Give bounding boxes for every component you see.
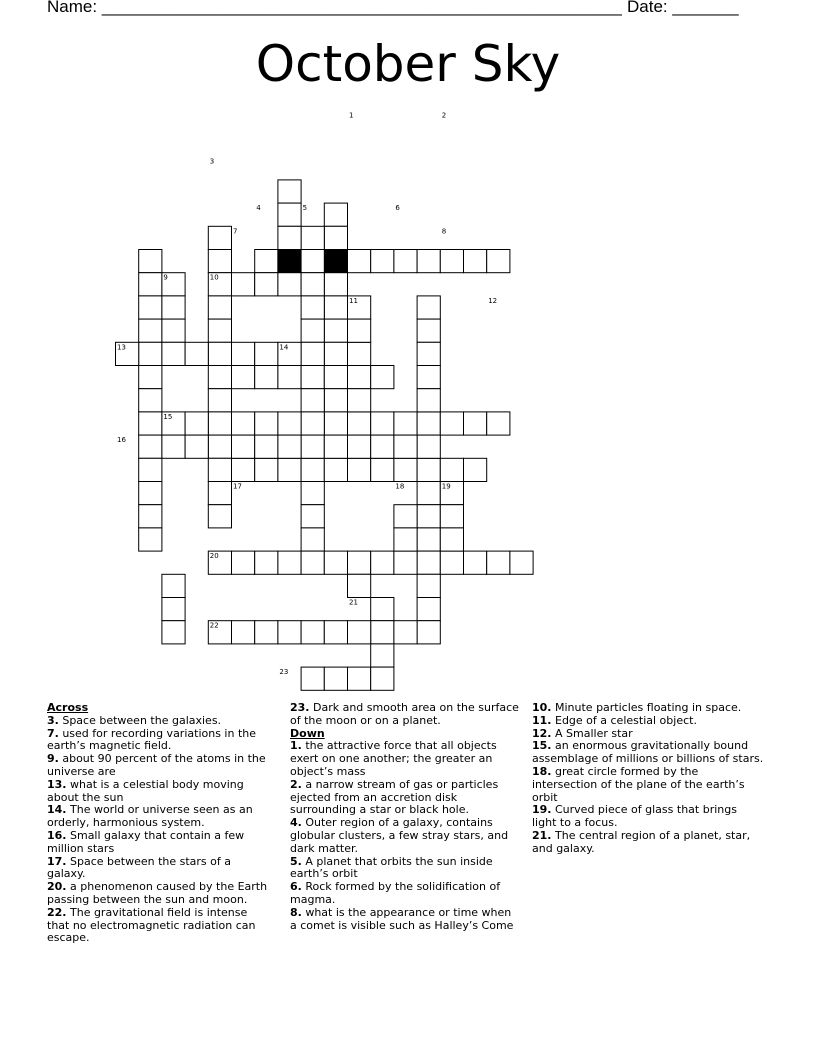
- grid-cell[interactable]: [185, 412, 208, 435]
- clue-text: what is the appearance or time when a comet is visible such as Halley’s Come: [290, 905, 514, 932]
- clue-text: Rock formed by the solidification of magma.: [290, 880, 501, 906]
- grid-cell[interactable]: [139, 273, 162, 296]
- cell-number: 23: [279, 668, 289, 677]
- grid-cell[interactable]: [139, 482, 162, 505]
- grid-cell[interactable]: [348, 551, 371, 574]
- grid-cell[interactable]: [208, 366, 231, 389]
- down-clue: [532, 766, 764, 804]
- grid-cell[interactable]: [301, 389, 324, 412]
- grid-cell[interactable]: [162, 319, 185, 342]
- cell-number: 14: [279, 343, 289, 352]
- grid-cell[interactable]: [301, 458, 324, 481]
- grid-cell[interactable]: [162, 598, 185, 621]
- grid-cell[interactable]: [139, 319, 162, 342]
- cell-number: 6: [395, 204, 400, 213]
- clue-number: 3.: [47, 713, 59, 727]
- grid-cell[interactable]: [487, 551, 510, 574]
- grid-cell[interactable]: [417, 342, 440, 365]
- down-clue: [290, 740, 520, 778]
- grid-cell[interactable]: [324, 273, 347, 296]
- clue-number: 18.: [532, 764, 552, 778]
- grid-cell[interactable]: [232, 342, 255, 365]
- grid-cell[interactable]: [208, 412, 231, 435]
- cell-number: 5: [302, 204, 308, 213]
- grid-cell[interactable]: [487, 250, 510, 273]
- grid-cell[interactable]: [348, 621, 371, 644]
- grid-cell[interactable]: [208, 505, 231, 528]
- grid-cell[interactable]: [139, 412, 162, 435]
- grid-cell[interactable]: [278, 273, 301, 296]
- grid-cell[interactable]: [464, 458, 487, 481]
- grid-cell[interactable]: [301, 319, 324, 342]
- across-clue: [47, 856, 269, 882]
- clue-text: an enormous gravitationally bound assemblage of millions or billions of stars.: [532, 739, 764, 766]
- clue-number: 13.: [47, 777, 67, 791]
- clue-number: 5.: [290, 854, 302, 868]
- clue-text: Curved piece of glass that brings light to a focus.: [532, 803, 737, 830]
- grid-cell[interactable]: [440, 528, 463, 551]
- clue-number: 1.: [290, 739, 302, 753]
- grid-cell[interactable]: [185, 342, 208, 365]
- grid-cell[interactable]: [301, 226, 324, 249]
- down-clue: [532, 804, 764, 830]
- down-clue: [290, 779, 520, 817]
- clue-text: The gravitational field is intense that no electromagnetic radiation can escape.: [47, 905, 256, 945]
- grid-cell[interactable]: [324, 412, 347, 435]
- grid-cell[interactable]: [162, 342, 185, 365]
- cell-number: 3: [209, 157, 215, 166]
- grid-cell[interactable]: [278, 412, 301, 435]
- grid-cell[interactable]: [417, 621, 440, 644]
- grid-cell[interactable]: [301, 505, 324, 528]
- down-clue: [290, 881, 520, 907]
- clue-number: 19.: [532, 803, 552, 817]
- clue-text: Minute particles floating in space.: [551, 701, 742, 714]
- clue-text: Small galaxy that contain a few million stars: [47, 828, 245, 855]
- clue-text: A Smaller star: [551, 726, 633, 740]
- across-clue: [47, 881, 269, 907]
- clue-number: 16.: [47, 828, 67, 842]
- across-clue: [47, 728, 269, 754]
- grid-cell[interactable]: [255, 551, 278, 574]
- grid-cell[interactable]: [278, 203, 301, 226]
- grid-cell[interactable]: [301, 621, 324, 644]
- name-line: _______________________________________________________: [101, 0, 622, 16]
- grid-cell[interactable]: [464, 412, 487, 435]
- grid-cell[interactable]: [255, 273, 278, 296]
- grid-cell[interactable]: [371, 598, 394, 621]
- grid-cell[interactable]: [394, 412, 417, 435]
- cell-number: 16: [117, 436, 126, 445]
- grid-cell[interactable]: [232, 458, 255, 481]
- grid-cell[interactable]: [417, 366, 440, 389]
- grid-cell[interactable]: [417, 435, 440, 458]
- grid-cell[interactable]: [301, 342, 324, 365]
- grid-cell[interactable]: [301, 528, 324, 551]
- grid-cell[interactable]: [510, 551, 533, 574]
- grid-cell[interactable]: [139, 505, 162, 528]
- grid-cell[interactable]: [464, 551, 487, 574]
- grid-cell[interactable]: [208, 342, 231, 365]
- grid-cell[interactable]: [348, 319, 371, 342]
- clue-text: used for recording variations in the earth’s magnetic field.: [47, 726, 257, 753]
- clue-number: 10.: [532, 701, 552, 714]
- grid-cell[interactable]: [139, 250, 162, 273]
- grid-cell[interactable]: [371, 250, 394, 273]
- grid-cell[interactable]: [255, 435, 278, 458]
- grid-cell[interactable]: [348, 435, 371, 458]
- grid-cell[interactable]: [417, 528, 440, 551]
- across-clue: [47, 779, 269, 805]
- grid-cell[interactable]: [208, 389, 231, 412]
- grid-cell[interactable]: [417, 458, 440, 481]
- down-clue: [532, 830, 764, 856]
- clue-text: a phenomenon caused by the Earth passing between the sun and moon.: [47, 880, 268, 906]
- grid-cell[interactable]: [348, 458, 371, 481]
- grid-cell[interactable]: [417, 574, 440, 597]
- clue-number: 2.: [290, 777, 302, 791]
- grid-cell[interactable]: [301, 250, 324, 273]
- grid-cell[interactable]: [301, 412, 324, 435]
- clue-number: 22.: [47, 905, 67, 919]
- clue-text: a narrow stream of gas or particles ejected from an accretion disk surrounding a star or black hole.: [290, 777, 499, 817]
- grid-cell[interactable]: [162, 435, 185, 458]
- grid-cell[interactable]: [324, 319, 347, 342]
- grid-cell[interactable]: [348, 342, 371, 365]
- cell-number: 1: [349, 111, 354, 120]
- clue-text: Outer region of a galaxy, contains globular clusters, a few stray stars, and dark matter.: [290, 816, 509, 855]
- grid-cell[interactable]: [255, 458, 278, 481]
- grid-cell[interactable]: [208, 226, 231, 249]
- grid-cell[interactable]: [301, 667, 324, 690]
- grid-cell[interactable]: [371, 621, 394, 644]
- grid-cell[interactable]: [324, 366, 347, 389]
- down-heading: Down: [290, 726, 325, 740]
- clue-number: 4.: [290, 816, 302, 830]
- grid-cell[interactable]: [139, 528, 162, 551]
- cell-number: 20: [209, 552, 219, 561]
- clue-number: 11.: [532, 713, 552, 727]
- grid-cell[interactable]: [278, 621, 301, 644]
- grid-cell[interactable]: [232, 435, 255, 458]
- grid-cell[interactable]: [464, 250, 487, 273]
- grid-cell[interactable]: [139, 458, 162, 481]
- date-label: Date:: [627, 0, 668, 16]
- across-heading: Across: [47, 701, 89, 714]
- grid-cell[interactable]: [371, 458, 394, 481]
- grid-cell[interactable]: [208, 319, 231, 342]
- grid-cell[interactable]: [139, 366, 162, 389]
- across-clue: [47, 804, 269, 830]
- grid-cell[interactable]: [208, 296, 231, 319]
- clue-number: 9.: [47, 752, 59, 766]
- grid-cell[interactable]: [417, 505, 440, 528]
- grid-cell[interactable]: [440, 412, 463, 435]
- grid-cell[interactable]: [324, 226, 347, 249]
- grid-cell[interactable]: [255, 621, 278, 644]
- grid-cell[interactable]: [162, 621, 185, 644]
- grid-cell[interactable]: [278, 226, 301, 249]
- grid-cell[interactable]: [301, 482, 324, 505]
- clue-text: The central region of a planet, star, and galaxy.: [532, 828, 751, 855]
- grid-cell[interactable]: [324, 296, 347, 319]
- grid-cell[interactable]: [348, 250, 371, 273]
- grid-cell[interactable]: [394, 528, 417, 551]
- grid-cell[interactable]: [162, 574, 185, 597]
- grid-cell[interactable]: [371, 644, 394, 667]
- cell-number: 13: [117, 343, 126, 352]
- cell-number: 12: [488, 296, 498, 305]
- grid-cell[interactable]: [324, 250, 347, 273]
- grid-cell[interactable]: [301, 366, 324, 389]
- grid-cell[interactable]: [324, 203, 347, 226]
- grid-cell[interactable]: [348, 412, 371, 435]
- grid-cell[interactable]: [139, 389, 162, 412]
- clue-text: The world or universe seen as an orderly, harmonious system.: [47, 803, 253, 830]
- clue-text: Edge of a celestial object.: [551, 713, 697, 727]
- date-line: _______: [672, 0, 739, 16]
- grid-cell[interactable]: [208, 482, 231, 505]
- clue-number: 8.: [290, 905, 302, 919]
- down-clue: [290, 856, 520, 882]
- grid-cell[interactable]: [394, 250, 417, 273]
- grid-cell[interactable]: [417, 412, 440, 435]
- grid-cell[interactable]: [394, 435, 417, 458]
- grid-cell[interactable]: [417, 296, 440, 319]
- grid-cell[interactable]: [139, 342, 162, 365]
- grid-cell[interactable]: [348, 389, 371, 412]
- clues-column-1: [47, 702, 269, 945]
- grid-cell[interactable]: [440, 551, 463, 574]
- grid-cell[interactable]: [440, 458, 463, 481]
- grid-cell[interactable]: [417, 482, 440, 505]
- grid-cell[interactable]: [348, 366, 371, 389]
- grid-cell[interactable]: [185, 435, 208, 458]
- grid-cell[interactable]: [301, 551, 324, 574]
- cell-number: 9: [163, 273, 168, 282]
- cell-number: 21: [349, 598, 358, 607]
- grid-cell[interactable]: [440, 250, 463, 273]
- grid-cell[interactable]: [371, 412, 394, 435]
- grid-cell[interactable]: [301, 435, 324, 458]
- grid-cell[interactable]: [208, 435, 231, 458]
- grid-cell[interactable]: [371, 366, 394, 389]
- grid-cell[interactable]: [278, 180, 301, 203]
- grid-cell[interactable]: [301, 273, 324, 296]
- cell-number: 8: [441, 227, 447, 236]
- grid-cell[interactable]: [348, 574, 371, 597]
- grid-cell[interactable]: [487, 412, 510, 435]
- page-title: October Sky: [255, 35, 561, 93]
- clue-number: 12.: [532, 726, 552, 740]
- grid-cell[interactable]: [324, 342, 347, 365]
- down-clue: [290, 817, 520, 855]
- grid-cell[interactable]: [371, 435, 394, 458]
- cell-number: 7: [233, 227, 238, 236]
- cell-number: 10: [209, 273, 219, 282]
- grid-cell[interactable]: [371, 667, 394, 690]
- cell-number: 11: [349, 296, 358, 305]
- clue-number: 7.: [47, 726, 59, 740]
- grid-cell[interactable]: [232, 366, 255, 389]
- grid-cell[interactable]: [232, 273, 255, 296]
- across-clue: [47, 830, 269, 856]
- cell-number: 18: [395, 482, 405, 491]
- clue-number: 17.: [47, 854, 67, 868]
- grid-cell[interactable]: [417, 319, 440, 342]
- grid-cell[interactable]: [394, 621, 417, 644]
- grid-cell[interactable]: [278, 366, 301, 389]
- grid-cell[interactable]: [162, 296, 185, 319]
- cell-number: 4: [256, 204, 261, 213]
- grid-cell[interactable]: [255, 366, 278, 389]
- grid-cell[interactable]: [324, 389, 347, 412]
- clue-text: about 90 percent of the atoms in the universe are: [47, 752, 266, 778]
- down-clue: [290, 907, 520, 933]
- clue-number: 21.: [532, 828, 552, 842]
- grid-cell[interactable]: [139, 296, 162, 319]
- grid-cell[interactable]: [255, 412, 278, 435]
- cell-number: 2: [441, 111, 447, 120]
- name-label: Name:: [47, 0, 98, 16]
- grid-cell[interactable]: [232, 621, 255, 644]
- grid-cell[interactable]: [417, 551, 440, 574]
- grid-cell[interactable]: [278, 551, 301, 574]
- grid-cell[interactable]: [394, 551, 417, 574]
- clue-number: 14.: [47, 803, 67, 817]
- grid-cell[interactable]: [394, 458, 417, 481]
- grid-cell[interactable]: [417, 389, 440, 412]
- across-clue: [47, 907, 269, 945]
- clue-text: the attractive force that all objects exert on one another; the greater an object’s mass: [290, 739, 497, 778]
- clue-text: great circle formed by the intersection of the plane of the earth’s orbit: [532, 764, 745, 804]
- clue-text: Space between the stars of a galaxy.: [47, 854, 232, 881]
- grid-cell[interactable]: [255, 342, 278, 365]
- clue-text: Dark and smooth area on the surface of the moon or on a planet.: [290, 701, 519, 727]
- clues-column-3: [532, 702, 764, 856]
- grid-cell[interactable]: [440, 505, 463, 528]
- across-clue: [47, 753, 269, 779]
- cell-number: 22: [209, 621, 219, 630]
- grid-cell[interactable]: [371, 551, 394, 574]
- grid-cell[interactable]: [324, 435, 347, 458]
- grid-cell[interactable]: [417, 250, 440, 273]
- clue-text: what is a celestial body moving about the sun: [47, 777, 244, 804]
- grid-cell[interactable]: [417, 598, 440, 621]
- grid-cell[interactable]: [278, 458, 301, 481]
- clues-column-2: [290, 702, 520, 932]
- across-clue: [290, 702, 520, 728]
- grid-cell[interactable]: [255, 250, 278, 273]
- grid-cell[interactable]: [278, 435, 301, 458]
- clue-number: 15.: [532, 739, 552, 753]
- clue-number: 23.: [290, 701, 310, 714]
- grid-cell[interactable]: [232, 412, 255, 435]
- clue-number: 6.: [290, 880, 302, 894]
- cell-number: 17: [233, 482, 242, 491]
- grid-cell[interactable]: [278, 250, 301, 273]
- down-clue: [532, 740, 764, 766]
- grid-cell[interactable]: [324, 458, 347, 481]
- grid-cell[interactable]: [301, 296, 324, 319]
- grid-cell[interactable]: [324, 667, 347, 690]
- grid-cell[interactable]: [394, 505, 417, 528]
- clue-text: A planet that orbits the sun inside earth’s orbit: [290, 854, 493, 881]
- cell-number: 19: [441, 482, 451, 491]
- grid-cell[interactable]: [139, 435, 162, 458]
- grid-cell[interactable]: [232, 551, 255, 574]
- grid-cell[interactable]: [324, 621, 347, 644]
- clue-text: Space between the galaxies.: [58, 713, 222, 727]
- grid-cell[interactable]: [208, 250, 231, 273]
- grid-cell[interactable]: [348, 667, 371, 690]
- grid-cell[interactable]: [324, 551, 347, 574]
- clue-number: 20.: [47, 880, 67, 894]
- cell-number: 15: [163, 412, 173, 421]
- grid-cell[interactable]: [208, 458, 231, 481]
